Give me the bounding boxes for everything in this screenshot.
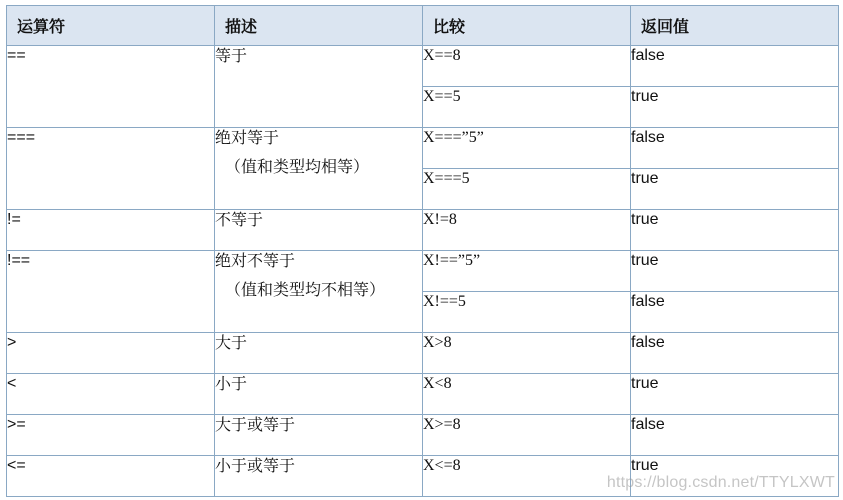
- result-cell: false: [631, 333, 839, 374]
- description-cell: [215, 415, 423, 456]
- result-cell: false: [631, 46, 839, 87]
- description-cell: [215, 456, 423, 497]
- description-text: 绝对等于: [215, 128, 280, 147]
- operator-cell: !=: [7, 210, 215, 251]
- comparison-cell: X!==”5”: [423, 251, 631, 292]
- description-cell: [215, 251, 423, 333]
- comparison-cell: X!==5: [423, 292, 631, 333]
- comparison-cell: X<8: [423, 374, 631, 415]
- comparison-cell: X>8: [423, 333, 631, 374]
- result-cell: true: [631, 87, 839, 128]
- comparison-cell: X!=8: [423, 210, 631, 251]
- result-cell: true: [631, 456, 839, 497]
- description-text: 小于或等于: [215, 456, 296, 475]
- table-row: [7, 46, 839, 87]
- result-cell: false: [631, 128, 839, 169]
- comparison-cell: X===5: [423, 169, 631, 210]
- operator-cell: <: [7, 374, 215, 415]
- comparison-cell: X<=8: [423, 456, 631, 497]
- description-note: （值和类型均相等）: [225, 157, 370, 176]
- table-row: [7, 374, 839, 415]
- watermark-url: https://blog.csdn.net/TTYLXWT: [606, 474, 835, 491]
- header-operator: 运算符: [7, 6, 215, 46]
- description-text: 小于: [215, 374, 248, 393]
- description-cell: [215, 333, 423, 374]
- description-note: （值和类型均不相等）: [225, 280, 386, 299]
- header-description: 描述: [215, 6, 423, 46]
- table-row: [7, 128, 839, 169]
- description-cell: [215, 210, 423, 251]
- description-cell: [215, 46, 423, 128]
- table-row: [7, 210, 839, 251]
- header-result: 返回值: [631, 6, 839, 46]
- operator-cell: ===: [7, 128, 215, 210]
- result-cell: true: [631, 169, 839, 210]
- result-cell: true: [631, 210, 839, 251]
- table-row: [7, 251, 839, 292]
- comparison-cell: X>=8: [423, 415, 631, 456]
- comparison-cell: X==5: [423, 87, 631, 128]
- comparison-cell: X==8: [423, 46, 631, 87]
- operator-cell: !==: [7, 251, 215, 333]
- operator-cell: ==: [7, 46, 215, 128]
- table-header-row: [7, 6, 839, 46]
- comparison-cell: X===”5”: [423, 128, 631, 169]
- result-cell: false: [631, 415, 839, 456]
- description-text: 等于: [215, 46, 248, 65]
- table-row: [7, 415, 839, 456]
- description-text: 不等于: [215, 210, 264, 229]
- result-cell: false: [631, 292, 839, 333]
- table-row: [7, 333, 839, 374]
- description-text: 大于: [215, 333, 248, 352]
- description-text: 大于或等于: [215, 415, 296, 434]
- operator-cell: <=: [7, 456, 215, 497]
- operator-cell: >: [7, 333, 215, 374]
- description-text: 绝对不等于: [215, 251, 296, 270]
- table-body: [7, 46, 839, 497]
- description-cell: [215, 374, 423, 415]
- result-cell: true: [631, 374, 839, 415]
- table-wrapper: [6, 5, 839, 497]
- description-cell: [215, 128, 423, 210]
- result-cell: true: [631, 251, 839, 292]
- operator-cell: >=: [7, 415, 215, 456]
- comparison-operators-table: [6, 5, 839, 497]
- header-comparison: 比较: [423, 6, 631, 46]
